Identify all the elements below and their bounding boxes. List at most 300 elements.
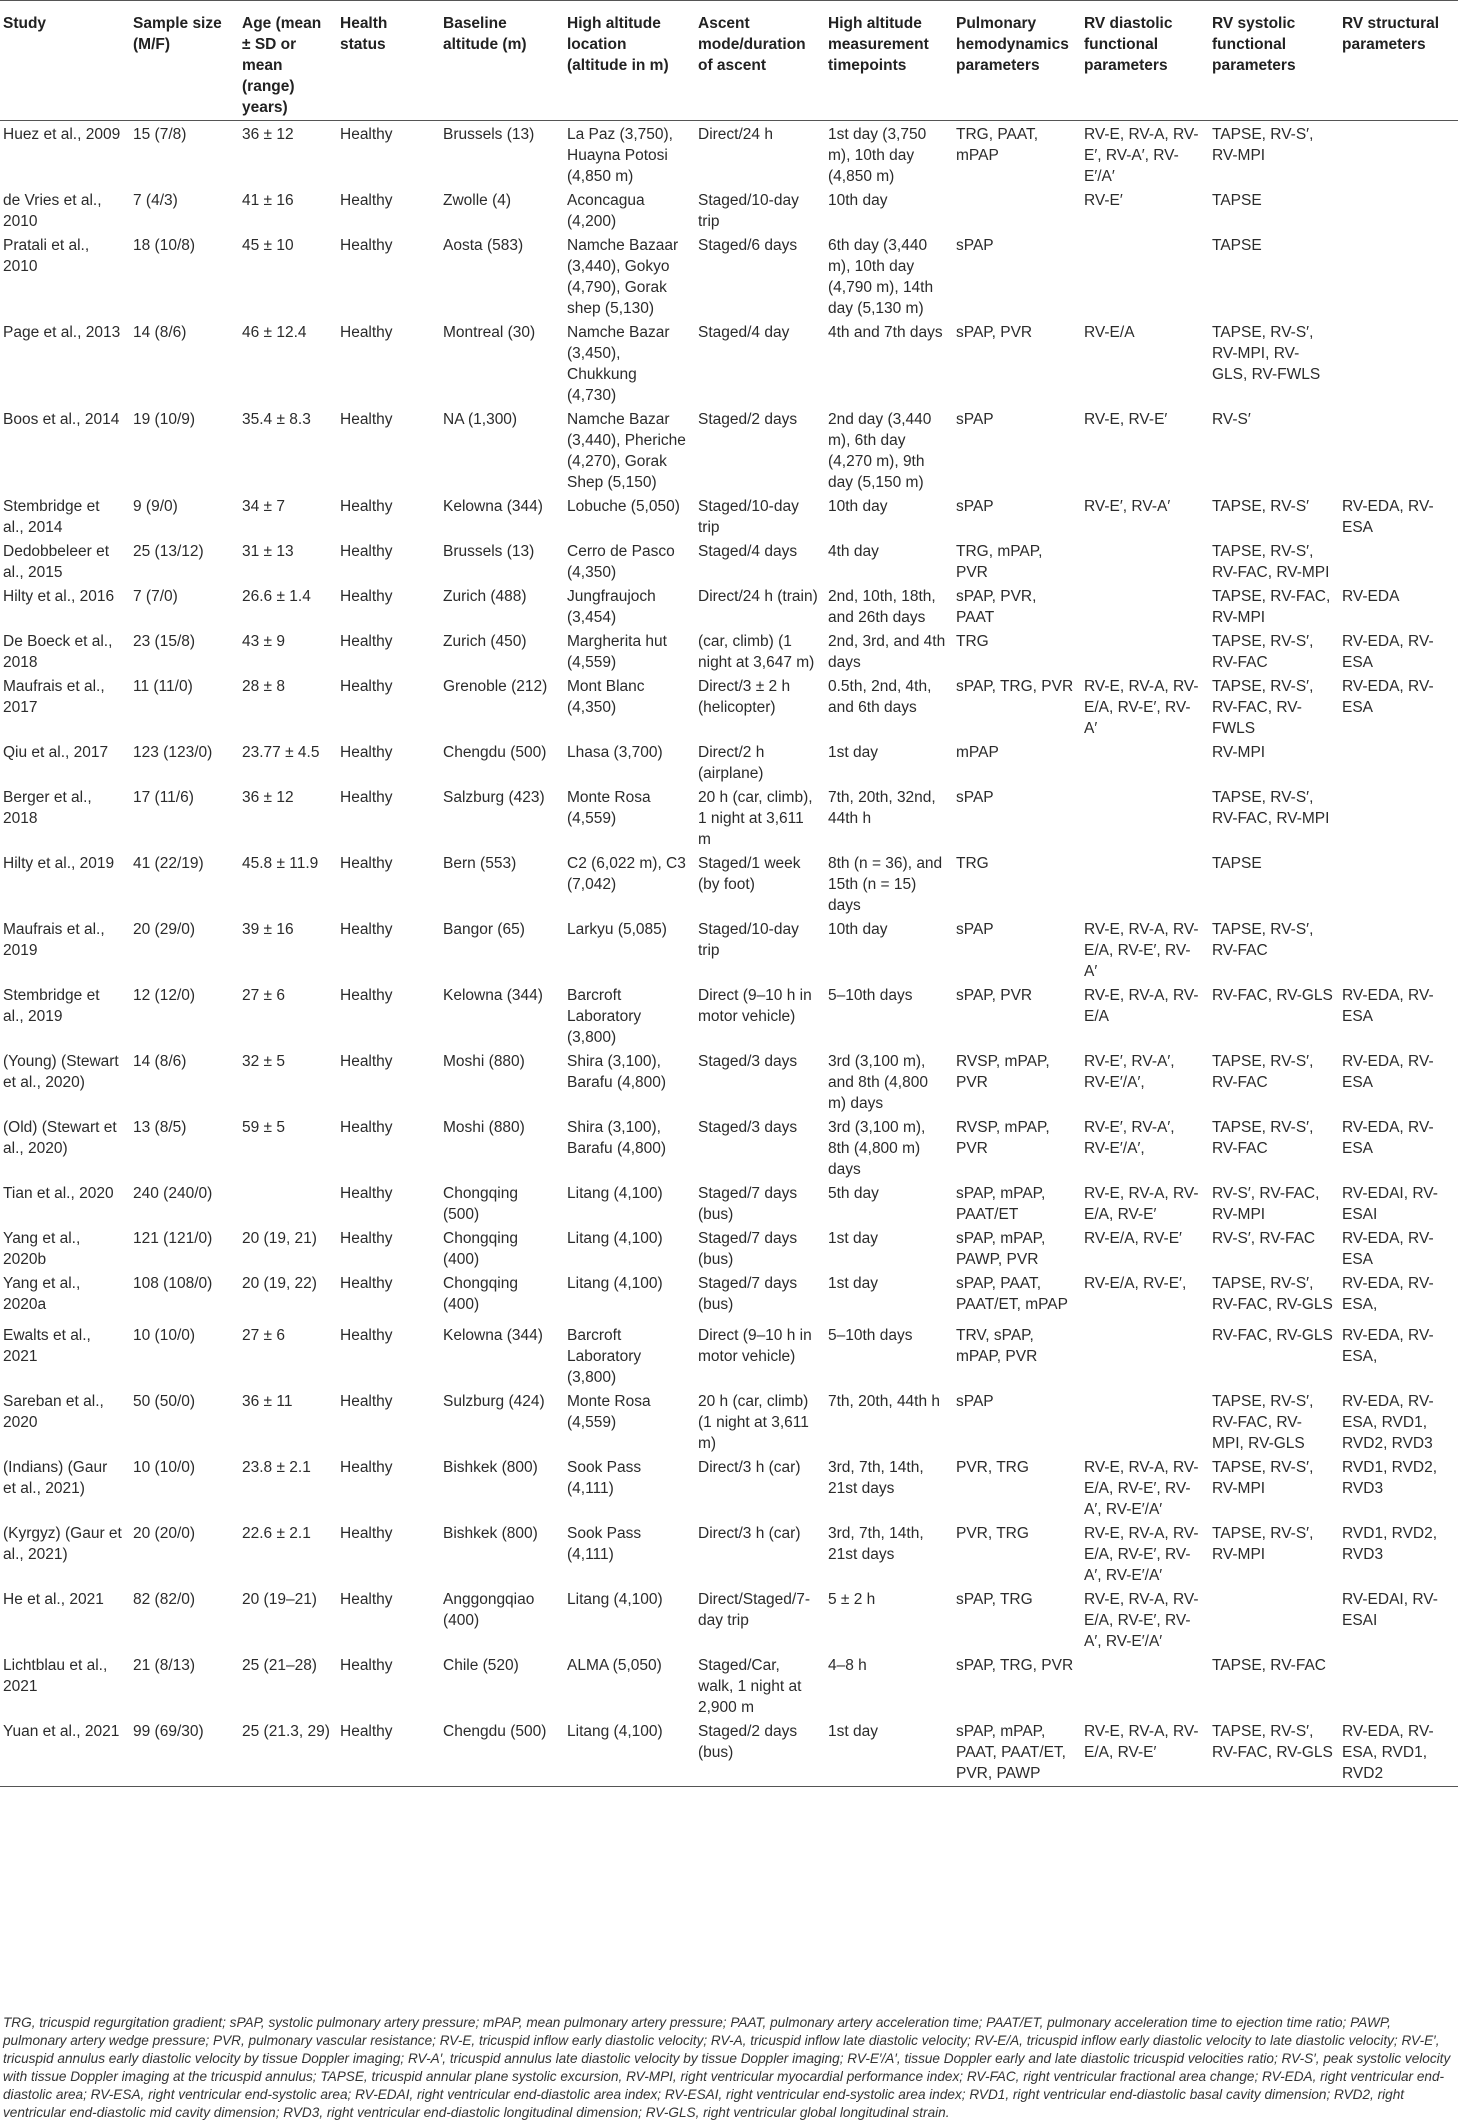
cell-sample-size: 19 (10/9) (133, 411, 196, 428)
cell-measurement-timepoints: 2nd day (3,440 m), 6th day (4,270 m), 9th day (5,150 m) (828, 411, 932, 491)
cell-baseline-altitude: Moshi (880) (443, 1053, 525, 1070)
cell-high-altitude-location: Litang (4,100) (567, 1230, 663, 1247)
cell-baseline-altitude: Montreal (30) (443, 324, 536, 341)
cell-ascent-mode: Direct/Staged/7-day trip (698, 1591, 810, 1629)
cell-baseline-altitude: Zurich (450) (443, 633, 527, 650)
cell-rv-systolic: TAPSE, RV-S′, RV-MPI (1212, 1459, 1314, 1497)
cell-baseline-altitude: Zwolle (4) (443, 192, 512, 209)
cell-health-status: Healthy (340, 921, 393, 938)
cell-rv-systolic: TAPSE, RV-S′, RV-FAC (1212, 921, 1314, 959)
cell-sample-size: 99 (69/30) (130, 1718, 239, 1786)
cell-health-status: Healthy (340, 411, 393, 428)
cell-rv-systolic: RV-S′, RV-FAC, RV-MPI (1212, 1185, 1320, 1223)
cell-rv-systolic: TAPSE, RV-S′, RV-FAC, RV-GLS (1209, 1718, 1339, 1786)
cell-study: Lichtblau et al., 2021 (3, 1657, 108, 1695)
cell-high-altitude-location: Jungfraujoch (3,454) (567, 588, 656, 626)
cell-rv-structural (1339, 1652, 1458, 1718)
cell-health-status: Healthy (340, 1275, 393, 1292)
cell-health-status: Healthy (340, 237, 393, 254)
table-row (0, 538, 1458, 583)
cell-rv-systolic: TAPSE (1212, 237, 1262, 254)
cell-ascent-mode: Direct/3 h (car) (698, 1525, 801, 1542)
cell-pulmonary-hemodynamics: sPAP, PVR (956, 324, 1033, 341)
cell-rv-diastolic: RV-E, RV-A, RV-E′, RV-A′, RV-E′/A′ (1084, 126, 1199, 185)
header-age: Age (mean ± SD or mean (range) years) (239, 1, 337, 121)
cell-measurement-timepoints: 5–10th days (828, 987, 913, 1004)
cell-rv-structural: RV-EDA (1342, 588, 1400, 605)
header-health-status: Health status (337, 1, 440, 121)
cell-rv-diastolic: RV-E/A, RV-E′, (1084, 1275, 1187, 1292)
cell-measurement-timepoints: 4th and 7th days (828, 324, 943, 341)
cell-ascent-mode: Direct (9–10 h in motor vehicle) (698, 1327, 812, 1365)
cell-rv-diastolic: RV-E′, RV-A′, RV-E′/A′, (1084, 1119, 1175, 1157)
header-rv-systolic: RV systolic functional parameters (1209, 1, 1339, 121)
cell-age: 20 (19, 21) (242, 1230, 317, 1247)
cell-rv-structural: RV-EDAI, RV-ESAI (1342, 1591, 1438, 1629)
cell-pulmonary-hemodynamics: sPAP, PVR, PAAT (956, 588, 1037, 626)
cell-rv-diastolic (1081, 1652, 1209, 1718)
cell-rv-systolic: RV-MPI (1212, 744, 1266, 761)
cell-measurement-timepoints: 5 ± 2 h (828, 1591, 876, 1608)
cell-high-altitude-location: Cerro de Pasco (4,350) (567, 543, 675, 581)
table-row (0, 1520, 1458, 1586)
cell-rv-diastolic: RV-E/A, RV-E′ (1084, 1230, 1182, 1247)
cell-measurement-timepoints: 5–10th days (828, 1327, 913, 1344)
cell-rv-systolic (1209, 1586, 1339, 1652)
cell-sample-size: 23 (15/8) (133, 633, 196, 650)
cell-high-altitude-location: Litang (4,100) (564, 1718, 695, 1786)
cell-study: Huez et al., 2009 (3, 126, 121, 143)
cell-sample-size: 9 (9/0) (133, 498, 178, 515)
cell-rv-diastolic (1081, 784, 1209, 850)
cell-rv-diastolic (1081, 739, 1209, 784)
cell-high-altitude-location: Mont Blanc (4,350) (567, 678, 645, 716)
cell-pulmonary-hemodynamics: sPAP (956, 411, 994, 428)
cell-rv-structural: RVD1, RVD2, RVD3 (1342, 1525, 1438, 1563)
cell-health-status: Healthy (340, 1053, 393, 1070)
cell-health-status: Healthy (340, 1230, 393, 1247)
cell-sample-size: 41 (22/19) (133, 855, 204, 872)
cell-sample-size: 10 (10/0) (133, 1327, 196, 1344)
cell-age: 26.6 ± 1.4 (242, 588, 311, 605)
cell-rv-structural: RV-EDAI, RV-ESAI (1342, 1185, 1438, 1223)
cell-ascent-mode: Staged/2 days (698, 411, 798, 428)
cell-rv-systolic: TAPSE (1212, 855, 1262, 872)
cell-study: Pratali et al., 2010 (3, 237, 90, 275)
cell-rv-diastolic: RV-E′ (1084, 192, 1123, 209)
cell-health-status: Healthy (340, 987, 393, 1004)
table-row (0, 1652, 1458, 1718)
table-row (0, 1114, 1458, 1180)
cell-rv-structural: RV-EDA, RV-ESA, (1342, 1327, 1434, 1365)
cell-rv-systolic: RV-FAC, RV-GLS (1212, 987, 1333, 1004)
cell-high-altitude-location: Shira (3,100), Barafu (4,800) (567, 1053, 667, 1091)
cell-age: 28 ± 8 (242, 678, 285, 695)
cell-sample-size: 21 (8/13) (133, 1657, 196, 1674)
cell-study: Berger et al., 2018 (3, 789, 92, 827)
cell-high-altitude-location: Litang (4,100) (567, 1185, 663, 1202)
cell-age: 35.4 ± 8.3 (242, 411, 311, 428)
cell-sample-size: 12 (12/0) (133, 987, 196, 1004)
cell-rv-diastolic: RV-E, RV-A, RV-E/A, RV-E′ (1081, 1718, 1209, 1786)
cell-baseline-altitude: Chongqing (400) (443, 1275, 518, 1313)
cell-age: 45 ± 10 (242, 237, 294, 254)
table-row (0, 739, 1458, 784)
cell-age: 43 ± 9 (242, 633, 285, 650)
cell-rv-diastolic: RV-E, RV-A, RV-E/A, RV-E′ (1084, 1185, 1199, 1223)
cell-baseline-altitude: Brussels (13) (443, 126, 535, 143)
cell-age: 27 ± 6 (242, 987, 285, 1004)
cell-ascent-mode: 20 h (car, climb), 1 night at 3,611 m (698, 789, 813, 848)
cell-study: Qiu et al., 2017 (3, 744, 109, 761)
cell-health-status: Healthy (340, 324, 393, 341)
cell-baseline-altitude: Chengdu (500) (443, 744, 547, 761)
table-row (0, 673, 1458, 739)
cell-rv-systolic: TAPSE, RV-S′ (1212, 498, 1310, 515)
cell-measurement-timepoints: 0.5th, 2nd, 4th, and 6th days (828, 678, 932, 716)
cell-ascent-mode: Staged/Car, walk, 1 night at 2,900 m (698, 1657, 802, 1716)
cell-study: (Indians) (Gaur et al., 2021) (3, 1459, 108, 1497)
cell-sample-size: 7 (7/0) (133, 588, 178, 605)
cell-rv-systolic: TAPSE, RV-S′, RV-FAC (1212, 1053, 1314, 1091)
cell-sample-size: 121 (121/0) (133, 1230, 213, 1247)
cell-rv-systolic: TAPSE, RV-S′, RV-FAC, RV-MPI (1212, 543, 1330, 581)
cell-study: Yang et al., 2020b (3, 1230, 81, 1268)
cell-rv-structural: RV-EDA, RV-ESA (1342, 498, 1434, 536)
cell-rv-diastolic (1081, 850, 1209, 916)
cell-pulmonary-hemodynamics: TRG, mPAP, PVR (956, 543, 1043, 581)
cell-pulmonary-hemodynamics: sPAP, mPAP, PAWP, PVR (956, 1230, 1046, 1268)
cell-ascent-mode: Staged/7 days (bus) (698, 1185, 798, 1223)
cell-health-status: Healthy (337, 1718, 440, 1786)
cell-high-altitude-location: Sook Pass (4,111) (567, 1525, 642, 1563)
header-high-altitude-location: High altitude location (altitude in m) (564, 1, 695, 121)
cell-rv-diastolic (1081, 1388, 1209, 1454)
table-row (0, 1270, 1458, 1322)
cell-rv-diastolic (1081, 583, 1209, 628)
cell-rv-diastolic: RV-E, RV-A, RV-E/A (1084, 987, 1199, 1025)
cell-measurement-timepoints: 1st day (828, 1275, 878, 1292)
cell-study: Tian et al., 2020 (3, 1185, 114, 1202)
cell-baseline-altitude: Bangor (65) (443, 921, 525, 938)
cell-sample-size: 50 (50/0) (133, 1393, 196, 1410)
cell-rv-structural: RV-EDA, RV-ESA, RVD1, RVD2, RVD3 (1342, 1393, 1434, 1452)
cell-age: 20 (19–21) (242, 1591, 317, 1608)
table-row (0, 232, 1458, 319)
cell-rv-structural (1339, 538, 1458, 583)
cell-age: 31 ± 13 (242, 543, 294, 560)
cell-health-status: Healthy (340, 1119, 393, 1136)
cell-rv-diastolic: RV-E′, RV-A′ (1084, 498, 1171, 515)
table-row (0, 319, 1458, 406)
cell-rv-systolic: TAPSE, RV-S′, RV-FAC, RV-MPI, RV-GLS (1212, 1393, 1314, 1452)
header-study: Study (0, 1, 130, 121)
cell-rv-diastolic: RV-E, RV-A, RV-E/A, RV-E′, RV-A′, RV-E′/A′ (1084, 1459, 1199, 1518)
cell-study: Maufrais et al., 2017 (3, 678, 105, 716)
cell-measurement-timepoints: 4th day (828, 543, 879, 560)
cell-sample-size: 7 (4/3) (133, 192, 178, 209)
cell-baseline-altitude: Kelowna (344) (443, 1327, 543, 1344)
cell-study: He et al., 2021 (3, 1591, 104, 1608)
cell-age: 45.8 ± 11.9 (242, 855, 319, 872)
cell-study: De Boeck et al., 2018 (3, 633, 113, 671)
header-rv-diastolic: RV diastolic functional parameters (1081, 1, 1209, 121)
cell-ascent-mode: Direct/2 h (airplane) (698, 744, 765, 782)
table-row (0, 1388, 1458, 1454)
cell-ascent-mode: Staged/7 days (bus) (698, 1275, 798, 1313)
cell-high-altitude-location: Margherita hut (4,559) (567, 633, 667, 671)
cell-sample-size: 123 (123/0) (133, 744, 213, 761)
cell-baseline-altitude: Zurich (488) (443, 588, 527, 605)
cell-study: Hilty et al., 2016 (3, 588, 115, 605)
cell-baseline-altitude: Grenoble (212) (443, 678, 548, 695)
table-row (0, 406, 1458, 493)
header-baseline-altitude: Baseline altitude (m) (440, 1, 564, 121)
cell-baseline-altitude: Chengdu (500) (440, 1718, 564, 1786)
table-row (0, 187, 1458, 232)
cell-rv-structural: RV-EDA, RV-ESA, (1342, 1275, 1434, 1313)
cell-age: 36 ± 12 (242, 789, 294, 806)
table-row (0, 1180, 1458, 1225)
cell-pulmonary-hemodynamics: sPAP, PAAT, PAAT/ET, mPAP (956, 1275, 1068, 1313)
cell-measurement-timepoints: 7th, 20th, 44th h (828, 1393, 941, 1410)
cell-ascent-mode: Staged/4 days (698, 543, 798, 560)
table-row (0, 493, 1458, 538)
cell-age: 59 ± 5 (242, 1119, 285, 1136)
table-row (0, 1586, 1458, 1652)
cell-health-status: Healthy (340, 678, 393, 695)
cell-high-altitude-location: C2 (6,022 m), C3 (7,042) (567, 855, 686, 893)
cell-rv-systolic: TAPSE, RV-S′, RV-FAC, RV-FWLS (1212, 678, 1314, 737)
cell-measurement-timepoints: 4–8 h (828, 1657, 867, 1674)
cell-study: Hilty et al., 2019 (3, 855, 115, 872)
cell-age: 22.6 ± 2.1 (242, 1525, 311, 1542)
cell-high-altitude-location: Litang (4,100) (567, 1591, 663, 1608)
cell-rv-diastolic: RV-E, RV-E′ (1084, 411, 1168, 428)
cell-pulmonary-hemodynamics: TRG (956, 855, 989, 872)
cell-ascent-mode: Direct/24 h (698, 126, 773, 143)
cell-sample-size: 17 (11/6) (133, 789, 194, 806)
table-body (0, 121, 1458, 1787)
cell-study: Page et al., 2013 (3, 324, 121, 341)
cell-rv-structural: RV-EDA, RV-ESA (1342, 1053, 1434, 1091)
cell-rv-diastolic: RV-E, RV-A, RV-E/A, RV-E′, RV-A′, RV-E′/A′ (1084, 1591, 1199, 1650)
cell-measurement-timepoints: 3rd (3,100 m), 8th (4,800 m) days (828, 1119, 926, 1178)
cell-ascent-mode: 20 h (car, climb) (1 night at 3,611 m) (698, 1393, 809, 1452)
cell-high-altitude-location: La Paz (3,750), Huayna Potosi (4,850 m) (567, 126, 673, 185)
table-row (0, 1225, 1458, 1270)
cell-sample-size: 20 (29/0) (133, 921, 196, 938)
cell-age: 34 ± 7 (242, 498, 285, 515)
cell-rv-systolic: TAPSE, RV-S′, RV-MPI, RV-GLS, RV-FWLS (1212, 324, 1321, 383)
cell-age: 23.77 ± 4.5 (242, 744, 320, 761)
cell-age: 20 (19, 22) (242, 1275, 317, 1292)
cell-health-status: Healthy (340, 1327, 393, 1344)
table-row (0, 1454, 1458, 1520)
cell-measurement-timepoints: 10th day (828, 921, 888, 938)
cell-rv-systolic: TAPSE, RV-FAC, RV-MPI (1212, 588, 1331, 626)
cell-rv-systolic: RV-S′, RV-FAC (1212, 1230, 1316, 1247)
cell-health-status: Healthy (340, 789, 393, 806)
table-row (0, 850, 1458, 916)
cell-age: 36 ± 12 (242, 126, 294, 143)
cell-high-altitude-location: Barcroft Laboratory (3,800) (567, 1327, 642, 1386)
cell-measurement-timepoints: 3rd (3,100 m), and 8th (4,800 m) days (828, 1053, 928, 1112)
cell-baseline-altitude: NA (1,300) (443, 411, 518, 428)
cell-sample-size: 10 (10/0) (133, 1459, 196, 1476)
cell-rv-systolic: TAPSE, RV-S′, RV-FAC (1212, 1119, 1314, 1157)
cell-high-altitude-location: ALMA (5,050) (567, 1657, 662, 1674)
cell-ascent-mode: Direct (9–10 h in motor vehicle) (698, 987, 812, 1025)
cell-ascent-mode: Staged/3 days (698, 1119, 798, 1136)
cell-study: Ewalts et al., 2021 (3, 1327, 91, 1365)
cell-high-altitude-location: Barcroft Laboratory (3,800) (567, 987, 642, 1046)
cell-measurement-timepoints: 1st day (3,750 m), 10th day (4,850 m) (828, 126, 927, 185)
cell-rv-structural (1339, 739, 1458, 784)
cell-age: 25 (21.3, 29) (239, 1718, 337, 1786)
cell-ascent-mode: (car, climb) (1 night at 3,647 m) (698, 633, 815, 671)
cell-health-status: Healthy (340, 192, 393, 209)
cell-sample-size: 82 (82/0) (133, 1591, 196, 1608)
cell-pulmonary-hemodynamics: RVSP, mPAP, PVR (956, 1119, 1050, 1157)
cell-rv-structural (1339, 121, 1458, 188)
table-row (0, 1048, 1458, 1114)
cell-health-status: Healthy (340, 126, 393, 143)
cell-ascent-mode: Staged/10-day trip (698, 192, 799, 230)
cell-rv-systolic: TAPSE, RV-S′, RV-MPI (1212, 126, 1314, 164)
cell-pulmonary-hemodynamics: sPAP (956, 789, 994, 806)
cell-baseline-altitude: Sulzburg (424) (443, 1393, 545, 1410)
cell-high-altitude-location: Sook Pass (4,111) (567, 1459, 642, 1497)
cell-pulmonary-hemodynamics: PVR, TRG (956, 1525, 1029, 1542)
cell-high-altitude-location: Monte Rosa (4,559) (567, 789, 651, 827)
cell-study: de Vries et al., 2010 (3, 192, 102, 230)
cell-ascent-mode: Direct/24 h (train) (698, 588, 818, 605)
cell-health-status: Healthy (340, 1393, 393, 1410)
cell-rv-structural (1339, 232, 1458, 319)
cell-rv-structural (1339, 319, 1458, 406)
table-footnote: TRG, tricuspid regurgitation gradient; sPAP, systolic pulmonary artery pressure; mPAP, mean pulmonary artery pressure; PAAT, pulmonary artery acceleration time; PAAT/ET, pulmonary acceleration time to ejection time ratio; PAWP, pulmonary artery wedge pressure; PVR, pulmonary vascular resistance; RV-E, tricuspid inflow early diastolic velocity; RV-A, tricuspid inflow late diastolic velocity; RV-E/A, tricuspid inflow early diastolic velocity to late diastolic velocity; RV-E′, tricuspid annulus early diastolic velocity by tissue Doppler imaging; RV-A′, tricuspid annulus late diastolic velocity by tissue Doppler imaging; RV-E′/A′, tissue Doppler early and late diastolic tricuspid velocities ratio; RV-S′, peak systolic velocity with tissue Doppler imaging at the tricuspid annulus; TAPSE, tricuspid annular plane systolic excursion, RV-MPI, right ventricular myocardial performance index; RV-FAC, right ventricular fractional area change; RV-EDA, right ventricular end-diastolic area; RV-ESA, right ventricular end-systolic area; RV-EDAI, right ventricular end-diastolic area index; RV-ESAI, right ventricular end-systolic area index; RVD1, right ventricular end-diastolic basal cavity dimension; RVD2, right ventricular end-diastolic mid cavity dimension; RVD3, right ventricular end-diastolic longitudinal dimension; RV-GLS, right ventricular global longitudinal strain. (3, 2015, 1451, 2120)
cell-pulmonary-hemodynamics: TRG, PAAT, mPAP (956, 126, 1039, 164)
cell-high-altitude-location: Monte Rosa (4,559) (567, 1393, 651, 1431)
cell-study: Boos et al., 2014 (3, 411, 120, 428)
cell-ascent-mode: Staged/6 days (698, 237, 798, 254)
cell-study: Stembridge et al., 2019 (3, 987, 100, 1025)
cell-measurement-timepoints: 6th day (3,440 m), 10th day (4,790 m), 14th day (5,130 m) (828, 237, 934, 317)
cell-health-status: Healthy (340, 498, 393, 515)
cell-pulmonary-hemodynamics: RVSP, mPAP, PVR (956, 1053, 1050, 1091)
cell-pulmonary-hemodynamics: mPAP (956, 744, 999, 761)
cell-ascent-mode: Staged/10-day trip (698, 498, 799, 536)
cell-pulmonary-hemodynamics: sPAP (956, 1393, 994, 1410)
cell-pulmonary-hemodynamics: TRV, sPAP, mPAP, PVR (956, 1327, 1038, 1365)
cell-measurement-timepoints: 3rd, 7th, 14th, 21st days (828, 1459, 924, 1497)
cell-study: Yang et al., 2020a (3, 1275, 81, 1313)
cell-rv-structural (1339, 406, 1458, 493)
cell-pulmonary-hemodynamics: TRG (956, 633, 989, 650)
cell-high-altitude-location: Larkyu (5,085) (567, 921, 667, 938)
cell-rv-structural: RV-EDA, RV-ESA, RVD1, RVD2 (1339, 1718, 1458, 1786)
cell-high-altitude-location: Lobuche (5,050) (567, 498, 680, 515)
cell-baseline-altitude: Kelowna (344) (443, 987, 543, 1004)
cell-baseline-altitude: Brussels (13) (443, 543, 535, 560)
table-row (0, 784, 1458, 850)
cell-health-status: Healthy (340, 1525, 393, 1542)
cell-rv-systolic: TAPSE, RV-S′, RV-FAC, RV-GLS (1212, 1275, 1333, 1313)
cell-rv-structural: RV-EDA, RV-ESA (1342, 1230, 1434, 1268)
cell-measurement-timepoints: 1st day (825, 1718, 953, 1786)
cell-high-altitude-location: Namche Bazaar (3,440), Gokyo (4,790), Gorak shep (5,130) (567, 237, 679, 317)
cell-health-status: Healthy (340, 855, 393, 872)
cell-high-altitude-location: Aconcagua (4,200) (567, 192, 645, 230)
cell-rv-diastolic: RV-E′, RV-A′, RV-E′/A′, (1084, 1053, 1175, 1091)
cell-rv-diastolic: RV-E, RV-A, RV-E/A, RV-E′, RV-A′, RV-E′/A′ (1084, 1525, 1199, 1584)
cell-rv-structural: RVD1, RVD2, RVD3 (1342, 1459, 1438, 1497)
cell-measurement-timepoints: 5th day (828, 1185, 879, 1202)
cell-measurement-timepoints: 7th, 20th, 32nd, 44th h (828, 789, 936, 827)
header-rv-structural: RV structural parameters (1339, 1, 1458, 121)
cell-pulmonary-hemodynamics: sPAP (956, 237, 994, 254)
cell-baseline-altitude: Anggongqiao (400) (443, 1591, 535, 1629)
cell-rv-structural: RV-EDA, RV-ESA (1342, 633, 1434, 671)
header-sample-size: Sample size (M/F) (130, 1, 239, 121)
cell-rv-systolic: TAPSE, RV-S′, RV-FAC, RV-MPI (1212, 789, 1330, 827)
cell-rv-structural (1339, 784, 1458, 850)
cell-baseline-altitude: Chongqing (400) (443, 1230, 518, 1268)
cell-age: 36 ± 11 (242, 1393, 293, 1410)
cell-age: 25 (21–28) (242, 1657, 317, 1674)
cell-study: Maufrais et al., 2019 (3, 921, 105, 959)
cell-rv-systolic: TAPSE, RV-S′, RV-MPI (1212, 1525, 1314, 1563)
cell-sample-size: 13 (8/5) (133, 1119, 187, 1136)
cell-health-status: Healthy (340, 543, 393, 560)
cell-rv-systolic: RV-S′ (1212, 411, 1251, 428)
cell-rv-diastolic (1081, 628, 1209, 673)
cell-rv-structural: RV-EDA, RV-ESA (1342, 1119, 1434, 1157)
cell-sample-size: 14 (8/6) (133, 1053, 187, 1070)
cell-sample-size: 14 (8/6) (133, 324, 187, 341)
cell-pulmonary-hemodynamics: sPAP, TRG (956, 1591, 1033, 1608)
cell-rv-structural (1339, 916, 1458, 982)
cell-health-status: Healthy (340, 633, 393, 650)
cell-study: Yuan et al., 2021 (0, 1718, 130, 1786)
cell-health-status: Healthy (340, 588, 393, 605)
cell-sample-size: 25 (13/12) (133, 543, 204, 560)
cell-high-altitude-location: Namche Bazar (3,450), Chukkung (4,730) (567, 324, 670, 404)
cell-age: 27 ± 6 (242, 1327, 285, 1344)
cell-measurement-timepoints: 10th day (828, 192, 888, 209)
cell-health-status: Healthy (340, 1459, 393, 1476)
cell-health-status: Healthy (340, 1657, 393, 1674)
cell-study: Dedobbeleer et al., 2015 (3, 543, 109, 581)
cell-ascent-mode: Direct/3 h (car) (698, 1459, 801, 1476)
cell-baseline-altitude: Kelowna (344) (443, 498, 543, 515)
cell-sample-size: 240 (240/0) (133, 1185, 213, 1202)
header-measurement-timepoints: High altitude measurement timepoints (825, 1, 953, 121)
cell-measurement-timepoints: 3rd, 7th, 14th, 21st days (828, 1525, 924, 1563)
cell-ascent-mode: Staged/3 days (698, 1053, 798, 1070)
cell-rv-structural: RV-EDA, RV-ESA (1342, 678, 1434, 716)
cell-pulmonary-hemodynamics: sPAP, TRG, PVR (956, 678, 1074, 695)
cell-measurement-timepoints: 1st day (828, 1230, 878, 1247)
cell-ascent-mode: Direct/3 ± 2 h (helicopter) (698, 678, 791, 716)
cell-baseline-altitude: Aosta (583) (443, 237, 524, 254)
table-row (0, 916, 1458, 982)
table-row (0, 1718, 1458, 1786)
cell-pulmonary-hemodynamics: sPAP (956, 498, 994, 515)
cell-rv-systolic: RV-FAC, RV-GLS (1212, 1327, 1333, 1344)
cell-ascent-mode: Staged/2 days (bus) (695, 1718, 825, 1786)
